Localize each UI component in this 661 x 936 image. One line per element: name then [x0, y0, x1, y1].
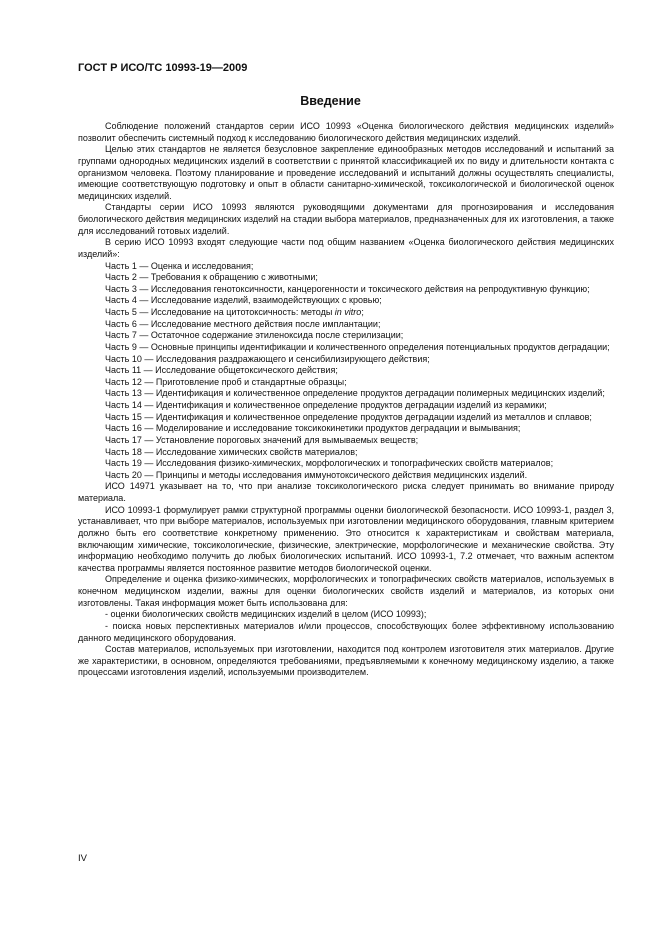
paragraph: Состав материалов, используемых при изготовлении, находится под контролем изготовителя этих материалов. Другие же характеристики, в основном, определяются требованиями, предъявляемыми к конечному медицинскому изделию, а также процессами изготовления изделий, используемыми производителем.	[78, 644, 614, 678]
list-item: Часть 10 — Исследования раздражающего и сенсибилизирующего действия;	[105, 353, 430, 364]
list-item: Часть 18 — Исследование химических свойств материалов;	[105, 446, 358, 457]
list-item: Часть 4 — Исследование изделий, взаимодействующих с кровью;	[105, 295, 382, 306]
introduction-body	[78, 121, 614, 679]
list-item: Часть 13 — Идентификация и количественное определение продуктов деградации полимерных медицинских изделий;	[105, 388, 605, 399]
paragraph: Соблюдение положений стандартов серии ИСО 10993 «Оценка биологического действия медицинских изделий» позволит обеспечить системный подход к исследованию биологического действия медицинских изделий.	[78, 121, 614, 143]
list-item: Часть 1 — Оценка и исследования;	[105, 260, 254, 271]
document-header: ГОСТ Р ИСО/ТС 10993-19—2009	[78, 62, 248, 74]
list-item: Часть 19 — Исследования физико-химических, морфологических и топографических свойств материалов;	[105, 458, 554, 469]
list-item: Часть 11 — Исследование общетоксического действия;	[105, 365, 338, 376]
paragraph: Определение и оценка физико-химических, морфологических и топографических свойств материалов, используемых в конечном медицинском изделии, важны для оценки биологических свойств изделий и материалов, из которых они изготовлены. Такая информация может быть использована для:	[78, 574, 614, 608]
list-item: Часть 3 — Исследования генотоксичности, канцерогенности и токсического действия на репродуктивную функцию;	[105, 283, 590, 294]
list-item: Часть 17 — Установление пороговых значений для вымываемых веществ;	[105, 434, 419, 445]
list-item: Часть 5 — Исследование на цитотоксичность: методы in vitro;	[105, 307, 364, 317]
list-item: Часть 7 — Остаточное содержание этиленоксида после стерилизации;	[105, 330, 404, 341]
bullet-item: - оценки биологических свойств медицинских изделий в целом (ИСО 10993);	[105, 609, 427, 620]
list-item: Часть 9 — Основные принципы идентификации и количественного определения потенциальных продуктов деградации;	[105, 341, 610, 352]
list-item: Часть 14 — Идентификация и количественное определение продуктов деградации изделий из керамики;	[105, 400, 547, 410]
paragraph: ИСО 10993-1 формулирует рамки структурной программы оценки биологической безопасности. ИСО 10993-1, раздел 3, устанавливает, что при выборе материалов, используемых при изготовлении медицинского оборудования, главным критерием должно быть его соответствие конкретному применению. Это относится к характеристикам и свойствам материала, включающим химические, токсикологические, физические, электрические, морфологические и механические свойства. Эту информацию необходимо получить до любых биологических испытаний. ИСО 10993-1, 7.2 отмечает, что важным аспектом качества программы является постоянное развитие методов биологической оценки.	[78, 504, 614, 573]
paragraph: ИСО 14971 указывает на то, что при анализе токсикологического риска следует принимать во внимание природу материала.	[78, 481, 614, 503]
paragraph: Стандарты серии ИСО 10993 являются руководящими документами для прогнозирования и исследования биологического действия медицинских изделий на стадии выбора материалов, предназначенных для их изготовления, а также для исследований готовых изделий.	[78, 202, 614, 236]
list-item: Часть 12 — Приготовление проб и стандартные образцы;	[105, 376, 347, 387]
bullet-item: - поиска новых перспективных материалов и/или процессов, способствующих более эффективному использованию данного медицинского оборудования.	[78, 620, 614, 643]
list-item: Часть 2 — Требования к обращению с животными;	[105, 272, 318, 283]
paragraph: В серию ИСО 10993 входят следующие части под общим названием «Оценка биологического действия медицинских изделий»:	[78, 237, 614, 259]
paragraph: Целью этих стандартов не является безусловное закрепление единообразных методов исследований и испытаний за группами однородных медицинских изделий в соответствии с принятой классификацией их по виду и длительности контакта с организмом человека. Поэтому планирование и проведение исследований и испытаний должны осуществлять специалисты, имеющие соответствующую подготовку и опыт в области санитарно-химической, токсикологической и биологической оценок медицинских изделий.	[78, 144, 614, 201]
list-item: Часть 15 — Идентификация и количественное определение продуктов деградации изделий из металлов и сплавов;	[105, 411, 592, 422]
list-item: Часть 6 — Исследование местного действия после имплантации;	[105, 318, 381, 329]
list-item: Часть 20 — Принципы и методы исследования иммунотоксического действия медицинских изделий.	[105, 469, 528, 480]
page-number: IV	[78, 853, 87, 864]
list-item: Часть 16 — Моделирование и исследование токсикокинетики продуктов деградации и вымывания;	[105, 423, 521, 434]
section-title: Введение	[300, 94, 361, 108]
